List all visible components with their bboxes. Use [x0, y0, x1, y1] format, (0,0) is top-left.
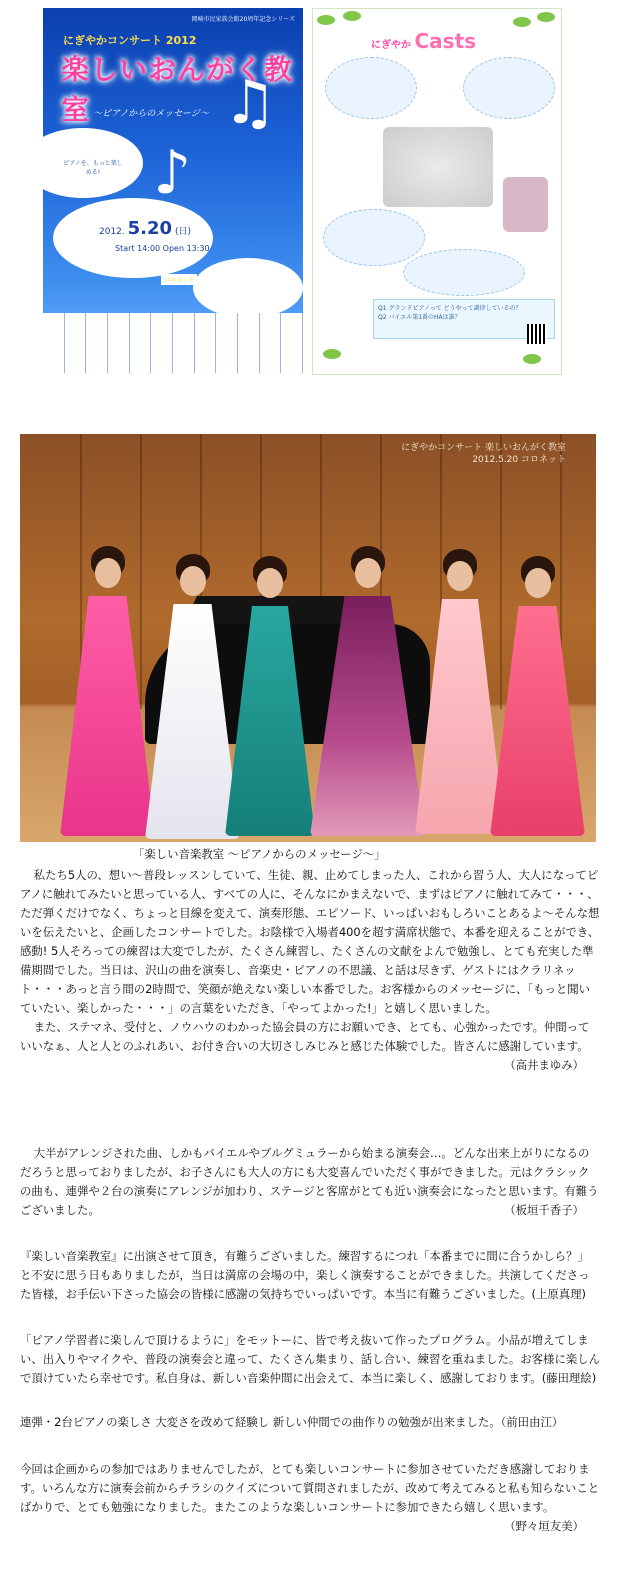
performer: [310, 546, 425, 836]
music-note-icon: ♪: [153, 138, 192, 208]
quiz-q2: Q2 バイエル第1番のHAは誰？: [378, 314, 461, 321]
flyer-date-weekday: (日): [174, 227, 191, 237]
piano-keys-graphic: [43, 313, 303, 373]
flyer-back: [312, 8, 562, 375]
flyer-speech-bubble: ピアノを、もっと楽しめる!: [63, 148, 123, 188]
article-paragraph: また、ステマネ、受付と、ノウハウのわかった協会員の方にお願いでき、とても、心強かったです。仲間っていいなぁ、人と人とのふれあい、お付き合いの大切さしみじみと感じた体験でした。皆さんに感謝しています。: [20, 1020, 590, 1053]
cast-oval: [463, 57, 555, 119]
flyer-time: Start 14:00 Open 13:30: [115, 244, 210, 253]
leaf-decoration: [513, 17, 531, 27]
article-paragraph: 私たち5人の、想い〜普段レッスンしていて、生徒、親、止めてしまった人、これから習う人、大人になってピアノに触れてみたいと思っている人、すべての人に、そんなにかまえないで、まずはピアノに触れてみて・・・、ただ弾くだけでなく、ちょっと目線を変えて、演奏形態、エピソード、いっぱいおもしろいことあるよ〜そんな想いを伝えたいと、企画したコンサートでした。お陰様で入場者400を超す満席状態で、本番を迎えることができ、感動! 5人そろっての練習は大変でしたが、たくさん練習し、たくさんの文献をよんで勉強し、とても充実した準備期間でした。当日は、沢山の曲を演奏し、音楽史・ピアノの不思議、と話は尽きず、ゲストにはクラリネット・・・あっと言う間の2時間で、笑顔が絶えない楽しい本番でした。お客様からのメッセージに、「もっと聞いていたい、楽しかった・・・」の言葉をいただき、「やってよかった!」と嬉しく思いました。: [20, 868, 600, 1015]
author-signature: （野々垣友美）: [504, 1519, 584, 1533]
casts-heading-small: にぎやか: [371, 40, 411, 51]
quiz-q1: Q1 グランドピアノって どうやって調律しているの？: [378, 305, 522, 312]
photo-caption-line1: にぎやかコンサート 楽しいおんがく教室: [401, 443, 566, 453]
flyer-series: 岡崎市民家族会館20周年記念シリーズ: [191, 16, 295, 23]
flyer-hall-logo: コロネット: [161, 274, 197, 285]
article-block-1: [20, 866, 600, 1075]
author-signature: （高井まゆみ）: [504, 1058, 584, 1072]
article-paragraph: 今回は企画からの参加ではありませんでしたが、とても楽しいコンサートに参加させていただき感謝しております。いろんな方に演奏会前からチラシのクイズについて質問されましたが、改めて考えてみると私も知らないことばかりで、とても勉強になりました。またこのような楽しいコンサートに参加できたら嬉しく思います。: [20, 1462, 600, 1514]
casts-group-photo: [383, 127, 493, 207]
flyer-performers-box: [203, 273, 293, 309]
performer: [60, 546, 155, 836]
article-block-4: [20, 1331, 600, 1388]
flyer-date-year: 2012.: [99, 227, 125, 237]
casts-heading-big: Casts: [414, 29, 477, 53]
leaf-decoration: [523, 354, 541, 364]
article-block-5: [20, 1413, 600, 1432]
article-paragraph: 「ピアノ学習者に楽しんで頂けるように」をモットーに、皆で考え抜いて作ったプログラム。小品が増えてしまい、出入りやマイクや、普段の演奏会と違って、たくさん集まり、話し合い、練習を重ねました。お客様に楽しんで頂けていたら幸せです。私自身は、新しい音楽仲間に出会えて、本当に楽しく、感謝しております。(藤田理絵): [20, 1333, 601, 1385]
flyer-front: [43, 8, 303, 373]
cast-oval: [323, 209, 425, 266]
leaf-decoration: [537, 12, 555, 22]
performer: [225, 556, 315, 836]
article-block-2: [20, 1144, 600, 1220]
flyer-subtitle: 〜ピアノからのメッセージ〜: [93, 109, 209, 119]
author-signature: （板垣千香子）: [504, 1203, 584, 1217]
flyer-title: 楽しいおんがく教室: [61, 53, 294, 126]
concert-photo: [20, 434, 596, 842]
leaf-decoration: [343, 11, 361, 21]
qr-code: [527, 324, 547, 344]
article-title: 「楽しい音楽教室 〜ピアノからのメッセージ〜」: [133, 847, 386, 861]
guest-photo: [503, 177, 548, 232]
cast-oval: [325, 57, 417, 119]
cast-oval: [403, 249, 525, 296]
flyer-concert-name: にぎやかコンサート 2012: [63, 34, 197, 47]
article-block-3: [20, 1247, 600, 1304]
photo-caption: [366, 442, 566, 466]
leaf-decoration: [317, 15, 335, 25]
article-block-6: [20, 1460, 600, 1536]
flyer-date-day: 5.20: [127, 218, 173, 239]
flyer-date: [99, 218, 191, 239]
article-paragraph: 連弾・2台ピアノの楽しさ 大変さを改めて経験し 新しい仲間での曲作りの勉強が出来ました。（前田由江）: [20, 1415, 564, 1429]
music-note-icon: ♫: [223, 68, 277, 138]
leaf-decoration: [323, 349, 341, 359]
photo-caption-line2: 2012.5.20 コロネット: [472, 455, 566, 465]
article-paragraph: 大半がアレンジされた曲、しかもバイエルやブルグミュラーから始まる演奏会…。どんな出来上がりになるのだろうと思っておりましたが、お子さんにも大人の方にも大変喜んでいただく事ができました。元はクラシックの曲も、連弾や２台の演奏にアレンジが加わり、ステージと客席がとても近い演奏会になったと思います。有難うございました。: [20, 1146, 599, 1217]
performer: [490, 556, 585, 836]
article-paragraph: 『楽しい音楽教室』に出演させて頂き，有難うございました。練習するにつれ「本番までに間に合うかしら？」と不安に思う日もありましたが，当日は満席の会場の中，楽しく演奏することができました。共演してくださった皆様，お手伝い下さった協会の皆様に感謝の気持ちでいっぱいです。本当に有難うございました。(上原真理): [20, 1249, 590, 1301]
casts-heading: [371, 29, 476, 53]
